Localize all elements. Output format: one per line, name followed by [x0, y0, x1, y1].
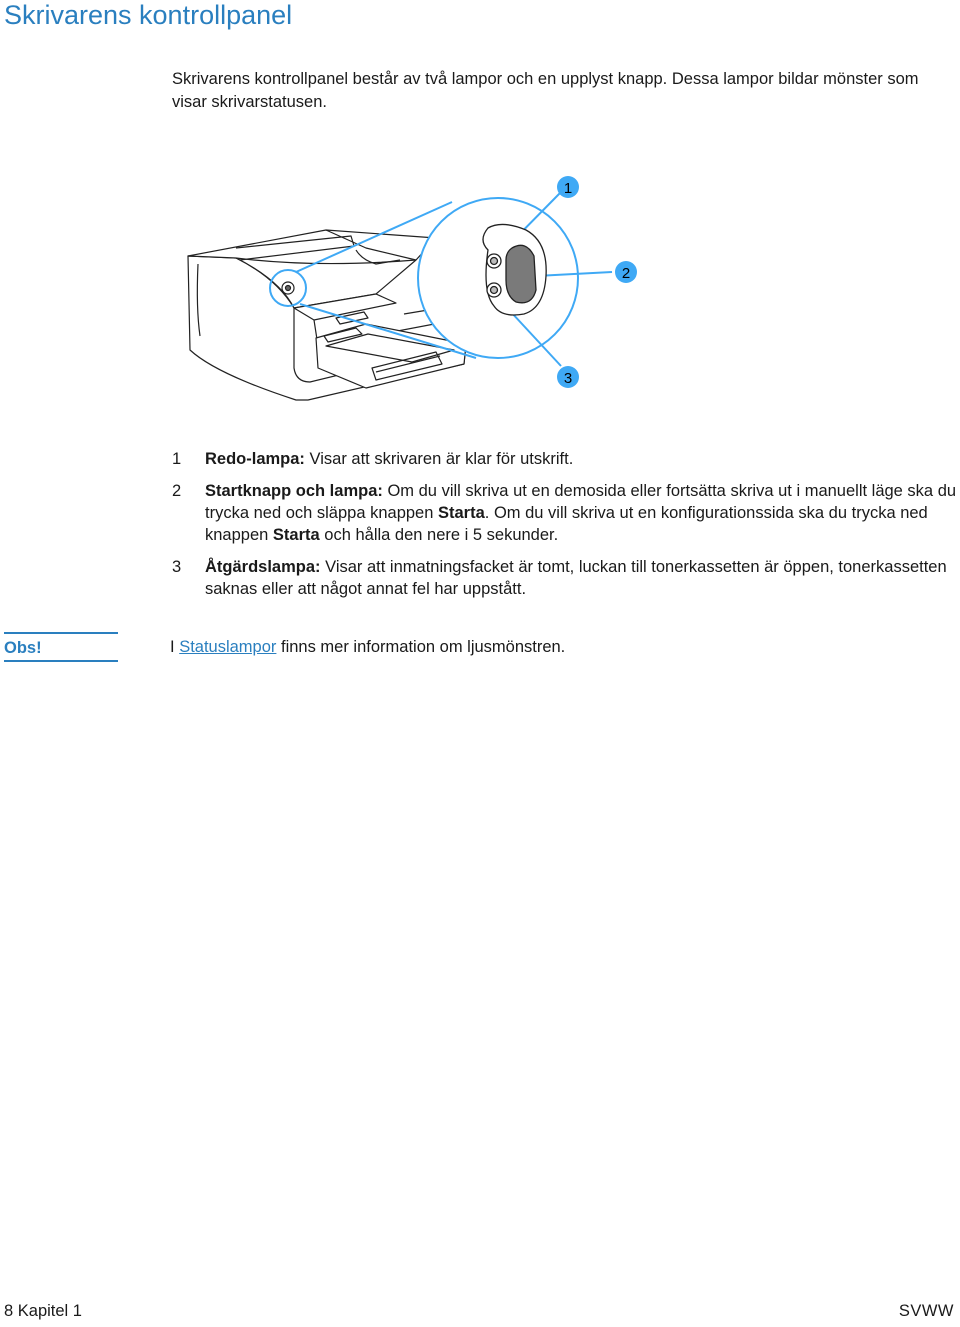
- callout-term: Åtgärdslampa:: [205, 558, 321, 576]
- callout-item-2: [172, 480, 958, 546]
- callout-bold-starta: Starta: [438, 504, 485, 522]
- note-suffix: finns mer information om ljusmönstren.: [281, 638, 566, 656]
- callout-term: Redo-lampa:: [205, 450, 305, 468]
- note-text: [170, 636, 565, 658]
- callout-text: Visar att inmatningsfacket är tomt, luckan till tonerkassetten är öppen, tonerkassetten saknas eller att något annat fel har uppstått.: [205, 558, 947, 598]
- callout-badge-3: [557, 366, 579, 388]
- callout-item-number: 2: [172, 482, 182, 500]
- callout-item-number: 3: [172, 558, 182, 576]
- callout-item-number: 1: [172, 450, 182, 468]
- callout-badge-1: [557, 176, 579, 198]
- note-prefix: I: [170, 638, 175, 656]
- callout-bold-starta: Starta: [272, 526, 320, 544]
- footer-page-number: 8 Kapitel 1: [4, 1302, 82, 1320]
- statuslampor-link[interactable]: Statuslampor: [179, 638, 277, 656]
- callout-badge-2: [615, 261, 637, 283]
- callout-list: [172, 448, 958, 610]
- printer-figure: [176, 168, 656, 418]
- callout-text: Visar att skrivaren är klar för utskrift.: [309, 450, 574, 468]
- page-title: Skrivarens kontrollpanel: [4, 0, 293, 30]
- callout-text: . Om du vill skriva ut en konfigurationssida ska du trycka ned knappen: [205, 504, 928, 544]
- callout-number-3: 3: [563, 370, 573, 387]
- intro-paragraph: Skrivarens kontrollpanel består av två lampor och en upplyst knapp. Dessa lampor bildar mönster som visar skrivarstatusen.: [172, 70, 919, 111]
- callout-number-1: 1: [563, 180, 573, 197]
- callout-item-1: [172, 448, 958, 470]
- note-label: Obs!: [4, 632, 118, 662]
- callout-number-2: 2: [621, 265, 631, 282]
- printer-illustration: [176, 168, 656, 418]
- footer-language-code: SVWW: [898, 1302, 954, 1320]
- callout-item-3: [172, 556, 958, 600]
- callout-text: Om du vill skriva ut en demosida eller fortsätta skriva ut i manuellt läge ska du trycka ned och släppa knappen: [205, 482, 957, 522]
- callout-term: Startknapp och lampa:: [205, 482, 383, 500]
- callout-text: och hålla den nere i 5 sekunder.: [324, 526, 559, 544]
